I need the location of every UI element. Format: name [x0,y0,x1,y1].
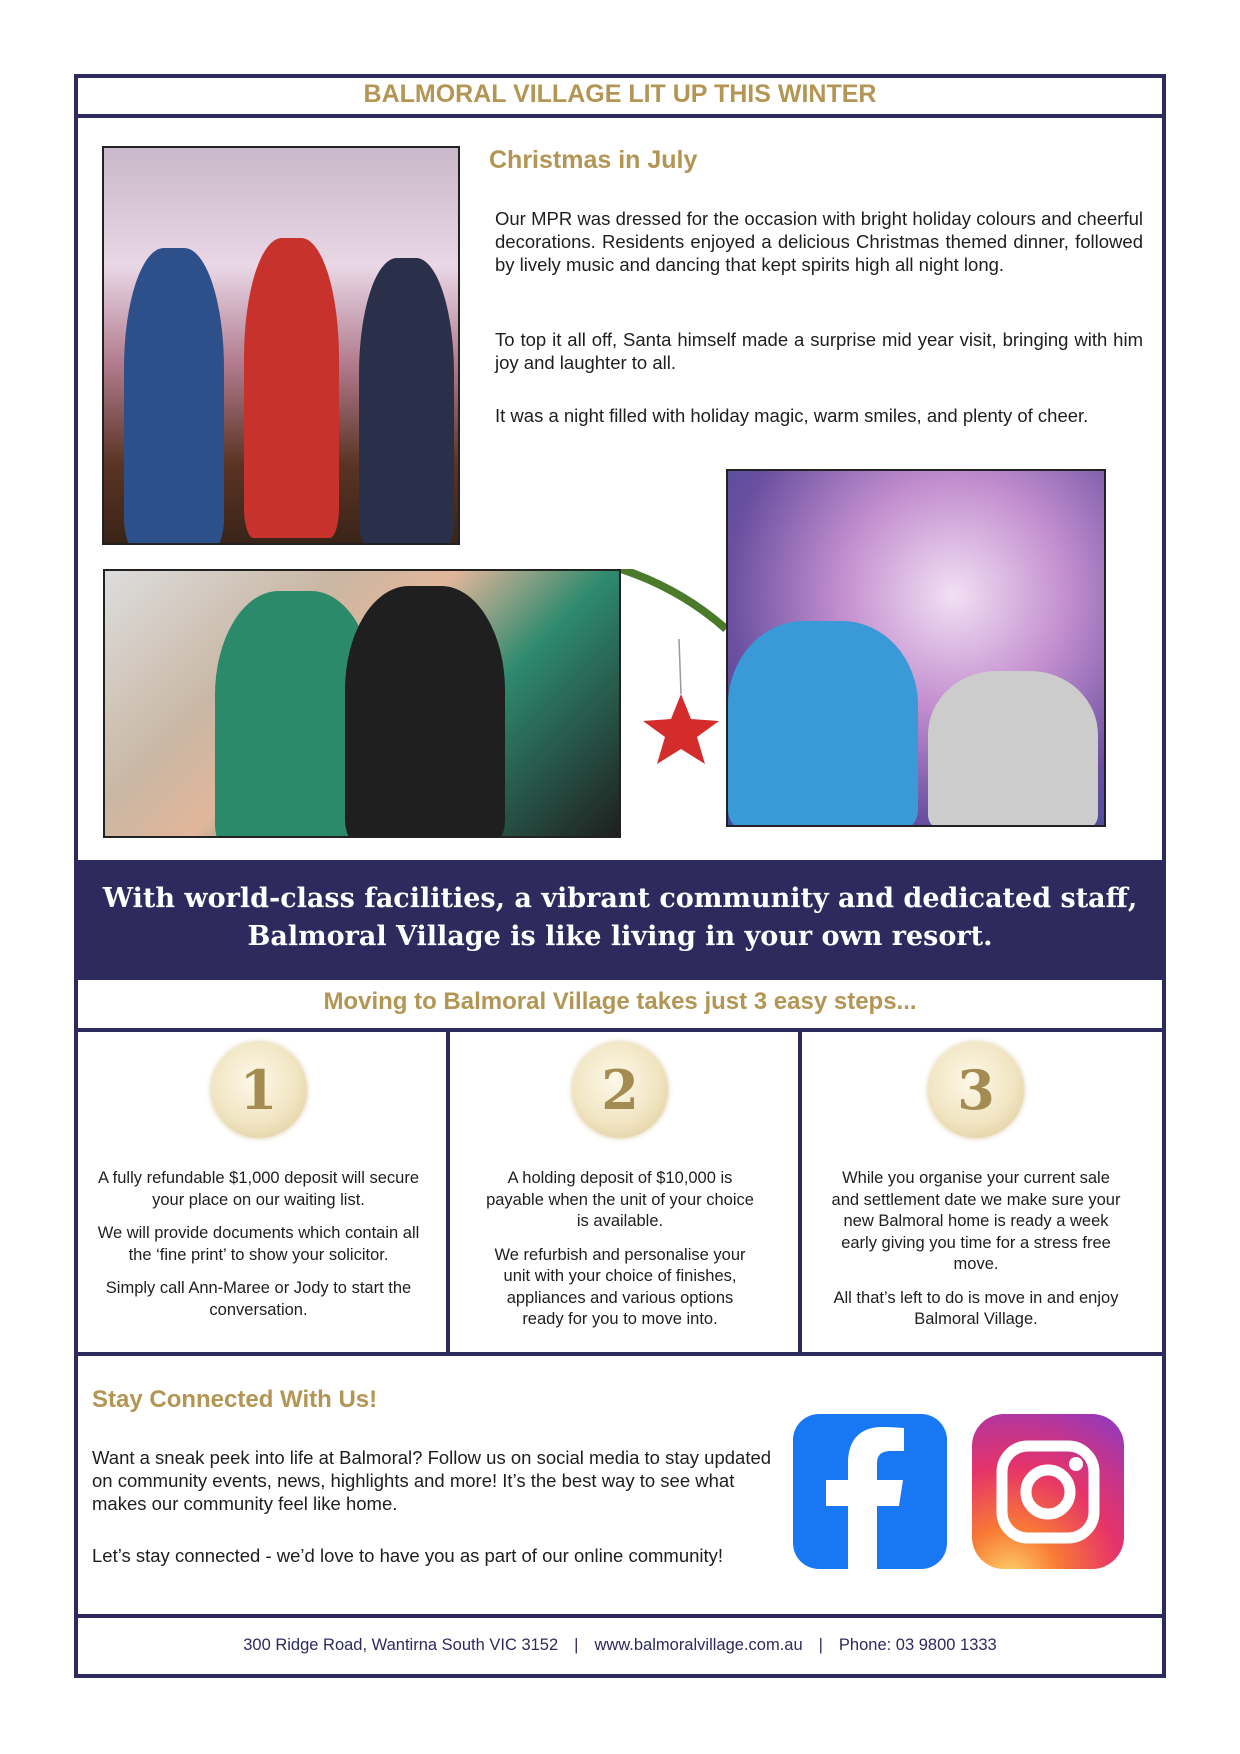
step-1 [96,1030,421,1333]
footer-website-link[interactable]: www.balmoralvillage.com.au [594,1636,803,1654]
footer-address: 300 Ridge Road, Wantirna South VIC 3152 [243,1636,559,1654]
star-ornament-icon [621,569,726,789]
photo-hugging-residents [103,569,621,838]
article-heading: Christmas in July [489,146,698,174]
step-text: All that’s left to do is move in and enjoy Balmoral Village. [833,1288,1119,1328]
photo-couple-smiling [726,469,1106,827]
article-paragraph: It was a night filled with holiday magic, warm smiles, and plenty of cheer. [495,405,1089,426]
divider [74,114,1166,118]
article-paragraph: Our MPR was dressed for the occasion with bright holiday colours and cheerful decorations. Residents enjoyed a delicious Christmas themed dinner, followed by lively music and dancing that kept spirits high all night long. [495,208,1143,275]
social-paragraph: Want a sneak peek into life at Balmoral? Follow us on social media to stay updated on community events, news, highlights and more! It’s the best way to see what makes our community feel like home. [92,1447,772,1514]
footer-separator: | [574,1636,579,1654]
step-text: Simply call Ann-Maree or Jody to start the conversation. [105,1279,412,1319]
step-text: A fully refundable $1,000 deposit will secure your place on our waiting list. [97,1169,420,1209]
divider [74,1352,1166,1356]
facebook-icon[interactable] [793,1414,947,1569]
photo-dancing-residents [102,146,460,545]
divider [798,1030,802,1354]
step-text: While you organise your current sale and settlement date we make sure your new Balmoral home is ready a week early giving you time for a stress free move. [831,1169,1121,1273]
step-text: We will provide documents which contain all the ‘fine print’ to show your solicitor. [97,1224,420,1264]
footer-separator: | [818,1636,823,1654]
step-number-badge: 1 [211,1042,307,1138]
step-number-badge: 2 [572,1042,668,1138]
article-paragraph: To top it all off, Santa himself made a surprise mid year visit, bringing with him joy and laughter to all. [495,329,1143,373]
step-3 [830,1030,1122,1343]
step-number-badge: 3 [928,1042,1024,1138]
footer [78,1636,1162,1655]
banner-line: Balmoral Village is like living in your own resort. [247,921,993,952]
resort-banner [74,860,1166,980]
step-2 [486,1030,754,1343]
footer-phone: Phone: 03 9800 1333 [838,1636,997,1654]
social-heading: Stay Connected With Us! [92,1386,378,1413]
step-text: A holding deposit of $10,000 is payable when the unit of your choice is available. [486,1169,754,1230]
instagram-icon[interactable] [972,1414,1124,1569]
step-text: We refurbish and personalise your unit with your choice of finishes, appliances and various options ready for you to move into. [494,1245,746,1328]
steps-heading: Moving to Balmoral Village takes just 3 easy steps... [323,988,917,1015]
page-title: BALMORAL VILLAGE LIT UP THIS WINTER [363,80,877,108]
divider [446,1030,450,1354]
social-paragraph: Let’s stay connected - we’d love to have you as part of our online community! [92,1545,724,1566]
banner-line: With world-class facilities, a vibrant community and dedicated staff, [102,883,1138,914]
divider [74,1614,1166,1618]
